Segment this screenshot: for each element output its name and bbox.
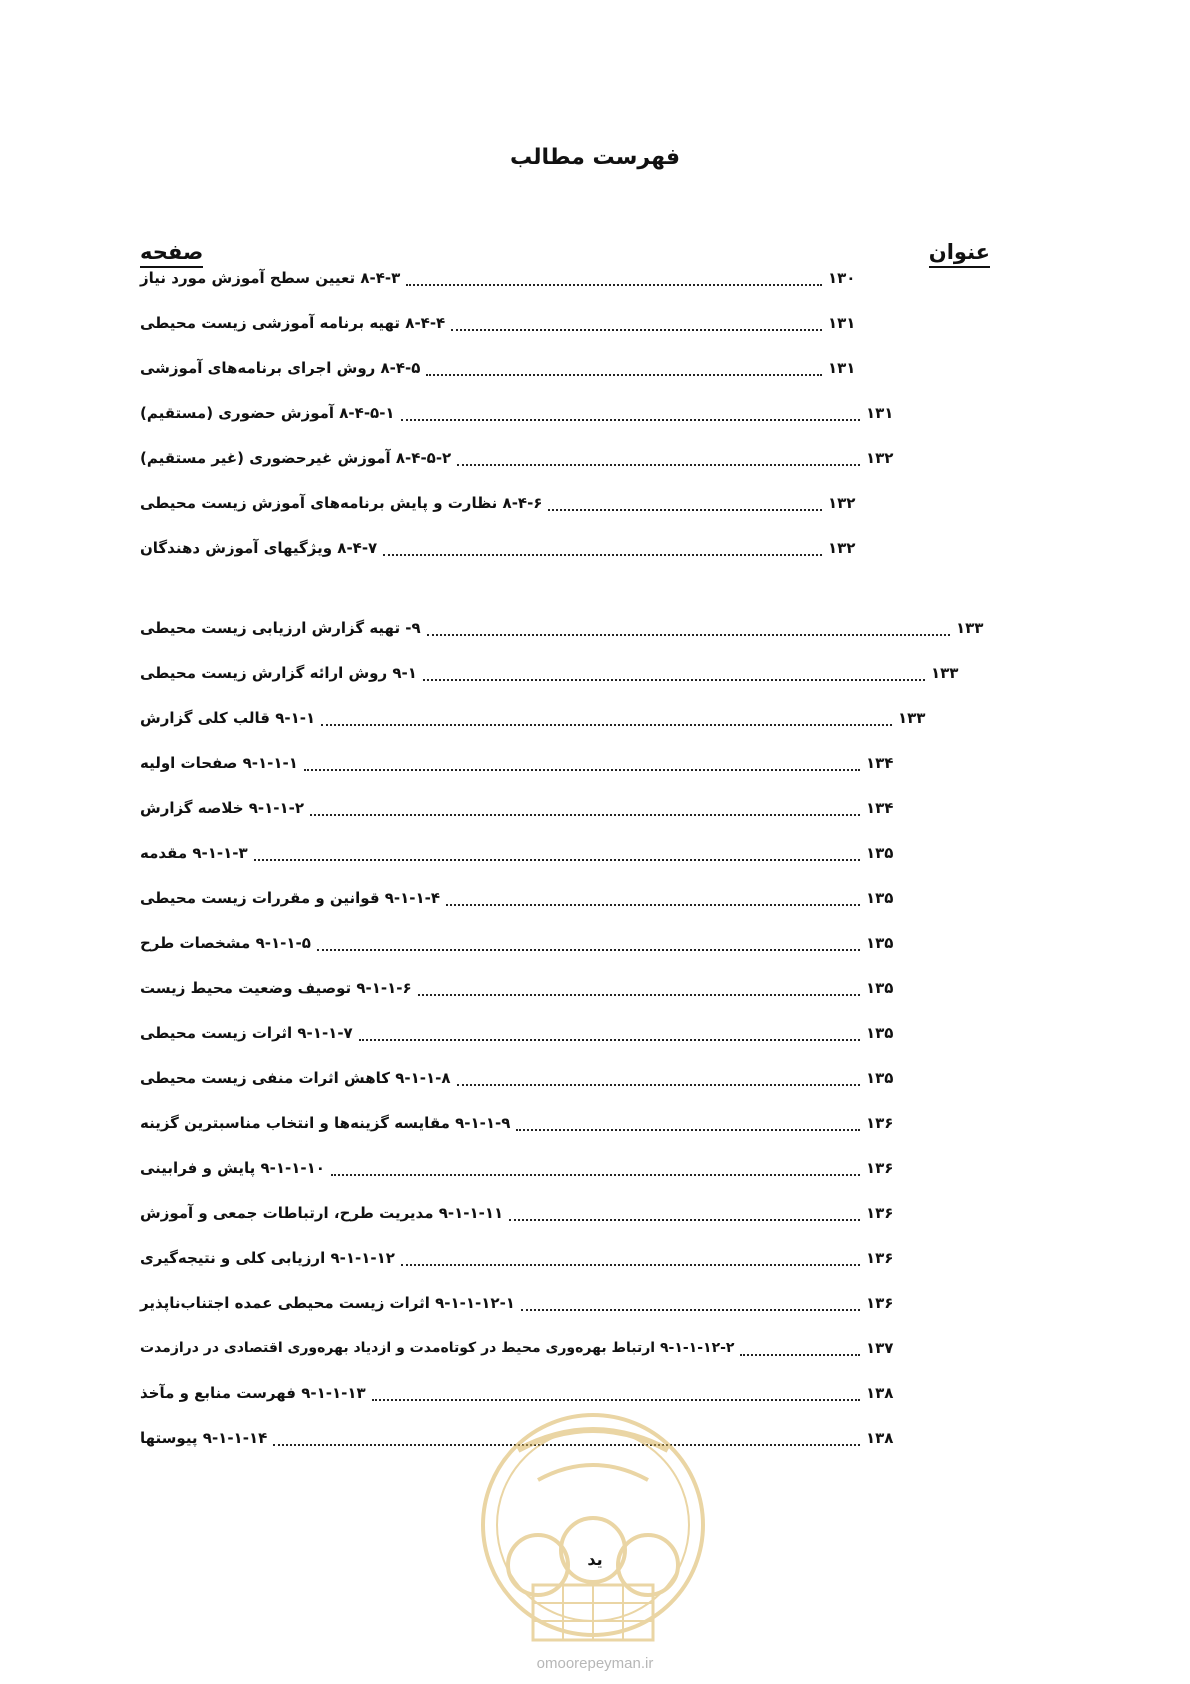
toc-entry-page: ۱۳۶ [866,1294,894,1312]
toc-entry-page: ۱۳۴ [866,754,894,772]
page-title: فهرست مطالب [509,145,681,170]
toc-entry-page: ۱۳۸ [866,1429,894,1447]
toc-entry-title: ۹-۱-۱-۷ اثرات زیست محیطی [140,1024,353,1042]
toc-entry-title: ۹-۱-۱-۲ خلاصه گزارش [140,799,305,817]
toc-leader-dots [254,857,860,861]
toc-entry-title: ۹-۱-۱-۱۲-۲ ارتباط بهره‌وری محیط در کوتاه‌مدت و ازدیاد بهره‌وری اقتصادی در درازمدت [140,1340,735,1356]
toc-entry-title: ۹-۱-۱-۶ توصیف وضعیت محیط زیست [140,979,412,997]
toc-entry [140,703,932,733]
toc-entry-title: ۹-۱-۱-۳ مقدمه [140,844,248,862]
toc-entry-title: ۸-۴-۴ تهیه برنامه آموزشی زیست محیطی [140,314,446,332]
toc-entry [140,838,900,868]
toc-entry [140,1243,900,1273]
toc-entry-title: ۸-۴-۶ نظارت و پایش برنامه‌های آموزش زیست محیطی [140,494,543,512]
toc-entry-title: ۸-۴-۷ ویژگیهای آموزش دهندگان [140,539,378,557]
toc-entry-page: ۱۳۲ [866,449,894,467]
toc-entry-page: ۱۳۵ [866,889,894,907]
toc-entry [140,1198,900,1228]
toc-leader-dots [446,902,860,906]
toc-entry [140,308,862,338]
toc-entry-title: ۹-۱-۱-۱۰ پایش و فرابینی [140,1159,325,1177]
toc-entry-title: ۸-۴-۵-۱ آموزش حضوری (مستقیم) [140,404,395,422]
toc-leader-dots [423,677,925,681]
toc-entry-title: ۸-۴-۵ روش اجرای برنامه‌های آموزشی [140,359,421,377]
toc-entry [140,658,965,688]
toc-leader-dots [457,462,860,466]
toc-entry-title: ۹-۱-۱-۱۴ پیوستها [140,1429,268,1447]
toc-entry [140,883,900,913]
toc-entry [140,1153,900,1183]
toc-entry-title: ۹-۱-۱-۹ مقایسه گزینه‌ها و انتخاب مناسبترین گزینه [140,1114,511,1132]
toc-entry-page: ۱۳۳ [931,664,959,682]
toc-entry [140,793,900,823]
toc-leader-dots [509,1217,860,1221]
toc-leader-dots [516,1127,860,1131]
toc-entry-page: ۱۳۱ [866,404,894,422]
toc-leader-dots [321,722,892,726]
page-number-marker: ید [587,1550,603,1569]
toc-entry [140,1018,900,1048]
toc-entry-page: ۱۳۶ [866,1159,894,1177]
toc-entry-title: ۹-۱-۱-۱۳ فهرست منابع و مآخذ [140,1384,366,1402]
toc-entry [140,1288,900,1318]
toc-entry-title: ۹- تهیه گزارش ارزیابی زیست محیطی [140,619,421,637]
toc-entry-page: ۱۳۲ [828,494,856,512]
toc-leader-dots [548,507,822,511]
toc-leader-dots [359,1037,860,1041]
toc-entry [140,263,862,293]
toc-leader-dots [451,327,822,331]
toc-leader-dots [331,1172,860,1176]
toc-entry-page: ۱۳۳ [898,709,926,727]
toc-entry [140,533,862,563]
toc-leader-dots [383,552,822,556]
toc-entry-title: ۹-۱-۱ قالب کلی گزارش [140,709,316,727]
toc-leader-dots [426,372,822,376]
toc-entry [140,928,900,958]
toc-leader-dots [401,417,860,421]
toc-leader-dots [304,767,860,771]
column-header-title: عنوان [929,240,990,268]
toc-entry-title: ۸-۴-۵-۲ آموزش غیرحضوری (غیر مستقیم) [140,449,452,467]
toc-entry-page: ۱۳۵ [866,979,894,997]
column-header-page: صفحه [140,240,203,268]
toc-entry-page: ۱۳۴ [866,799,894,817]
toc-leader-dots [401,1262,860,1266]
toc-entry [140,443,900,473]
toc-entry [140,1063,900,1093]
toc-entry-title: ۸-۴-۳ تعیین سطح آموزش مورد نیاز [140,269,401,287]
toc-entry [140,1333,900,1363]
toc-entry-title: ۹-۱-۱-۱۲ ارزیابی کلی و نتیجه‌گیری [140,1249,395,1267]
toc-entry-page: ۱۳۱ [828,359,856,377]
toc-leader-dots [418,992,860,996]
toc-entry-page: ۱۳۱ [828,314,856,332]
toc-entry-page: ۱۳۵ [866,844,894,862]
toc-entry-page: ۱۳۸ [866,1384,894,1402]
toc-leader-dots [457,1082,860,1086]
toc-entry [140,353,862,383]
toc-entry-title: ۹-۱-۱-۵ مشخصات طرح [140,934,311,952]
toc-entry-page: ۱۳۵ [866,1069,894,1087]
toc-entry-title: ۹-۱-۱-۱ صفحات اولیه [140,754,298,772]
toc-entry-page: ۱۳۶ [866,1249,894,1267]
toc-entry [140,488,862,518]
toc-entry-page: ۱۳۲ [828,539,856,557]
toc-entry-title: ۹-۱ روش ارائه گزارش زیست محیطی [140,664,417,682]
stamp-gear-logo-icon [478,1390,708,1650]
toc-entry [140,973,900,1003]
toc-leader-dots [406,282,822,286]
toc-entry-title: ۹-۱-۱-۱۲-۱ اثرات زیست محیطی عمده اجتناب‌ناپذیر [140,1294,515,1312]
toc-entry [140,613,990,643]
toc-entry-title: ۹-۱-۱-۱۱ مدیریت طرح، ارتباطات جمعی و آموزش [140,1204,504,1222]
toc-entry-page: ۱۳۶ [866,1204,894,1222]
toc-entry-page: ۱۳۵ [866,934,894,952]
toc-entry-title: ۹-۱-۱-۸ کاهش اثرات منفی زیست محیطی [140,1069,451,1087]
toc-entry-page: ۱۳۰ [828,269,856,287]
toc-entry [140,1108,900,1138]
toc-entry [140,398,900,428]
toc-leader-dots [427,632,950,636]
toc-entry-page: ۱۳۷ [866,1339,894,1357]
toc-entry [140,748,900,778]
toc-leader-dots [317,947,860,951]
toc-entry-page: ۱۳۵ [866,1024,894,1042]
watermark-site-url: omoorepeyman.ir [536,1655,654,1672]
toc-entry-title: ۹-۱-۱-۴ قوانین و مقررات زیست محیطی [140,889,441,907]
toc-leader-dots [740,1352,860,1356]
toc-entry-page: ۱۳۳ [956,619,984,637]
toc-leader-dots [521,1307,860,1311]
toc-entry-page: ۱۳۶ [866,1114,894,1132]
toc-leader-dots [310,812,860,816]
